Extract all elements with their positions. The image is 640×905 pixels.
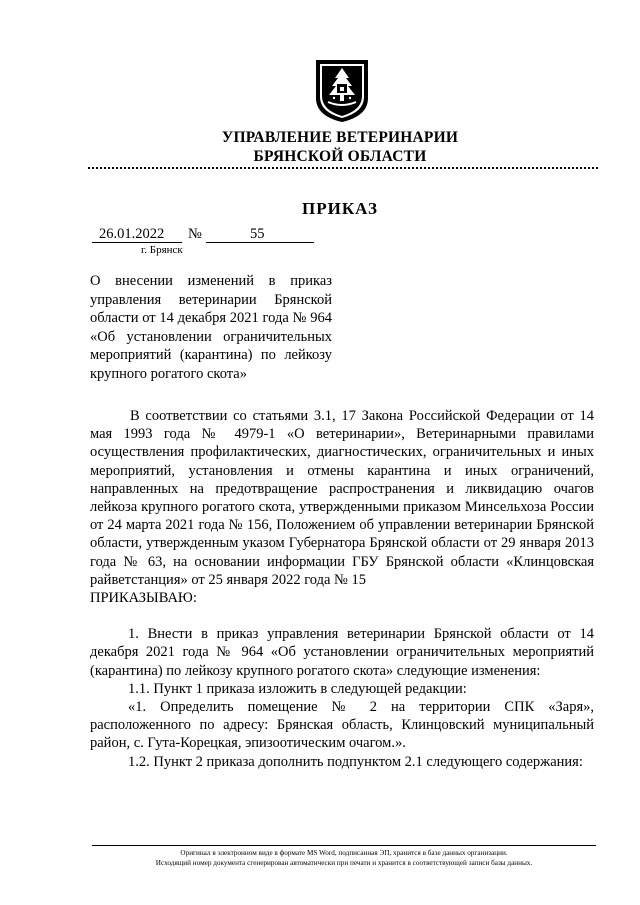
document-title: ПРИКАЗ xyxy=(302,199,378,218)
order-word: ПРИКАЗЫВАЮ: xyxy=(90,590,197,607)
bryansk-coat-of-arms-icon xyxy=(314,58,370,124)
number-sign: № xyxy=(188,226,202,242)
item-1: 1. Внести в приказ управления ветеринарии Брянской области от 14 декабря 2021 года № 964 «Об установлении ограничительных мероприятий (карантина) по лейкозу крупного рогатого скота» следующие изменения: xyxy=(90,626,594,679)
organization-name-line1: УПРАВЛЕНИЕ ВЕТЕРИНАРИИ xyxy=(221,129,459,146)
document-number: 55 xyxy=(250,226,265,242)
preamble-paragraph: В соответствии со статьями 3.1, 17 Закона Российской Федерации от 14 мая 1993 года № 4979-1 «О ветеринарии», Ветеринарными правилами осуществления профилактических, диагностических, ограничительных и иных мероприятий, установления и отмены карантина и иных ограничений, направленных на предотвращение распространения и ликвидацию очагов лейкоза крупного рогатого скота, утвержденными приказом Минсельхоза России от 24 марта 2021 года № 156, Положением об управлении ветеринарии Брянской области, утвержденным указом Губернатора Брянской области от 29 января 2013 года № 63, на основании информации ГБУ Брянской области «Клинцовская райветстанция» от 25 января 2022 года № 15 xyxy=(90,408,594,588)
date-underline xyxy=(92,242,182,243)
item-1-1: 1.1. Пункт 1 приказа изложить в следующей редакции: xyxy=(128,680,467,697)
footer-note-2: Исходящий номер документа сгенерирован автоматически при печати и хранится в соответствующей записи базы данных. xyxy=(155,859,533,867)
header-divider xyxy=(88,167,598,169)
organization-name-line2: БРЯНСКОЙ ОБЛАСТИ xyxy=(253,148,427,165)
document-city: г. Брянск xyxy=(141,244,183,256)
document-subject: О внесении изменений в приказ управления ветеринарии Брянской области от 14 декабря 2021 года № 964 «Об установлении ограничительных мероприятий (карантина) по лейкозу крупного рогатого скота» xyxy=(90,273,332,382)
item-1-1-text: «1. Определить помещение № 2 на территории СПК «Заря», расположенного по адресу: Брянская область, Клинцовский муниципальный район, с. Гута-Корецкая, эпизоотическим очагом.». xyxy=(90,699,594,752)
number-underline xyxy=(206,242,314,243)
item-1-2: 1.2. Пункт 2 приказа дополнить подпунктом 2.1 следующего содержания: xyxy=(128,753,583,770)
document-body xyxy=(90,407,594,771)
footer-note-1: Оригинал в электронном виде в формате MS Word, подписанная ЭП, хранится в базе данных организации. xyxy=(180,849,508,857)
document-date: 26.01.2022 xyxy=(99,226,165,242)
footer-divider xyxy=(92,845,596,846)
